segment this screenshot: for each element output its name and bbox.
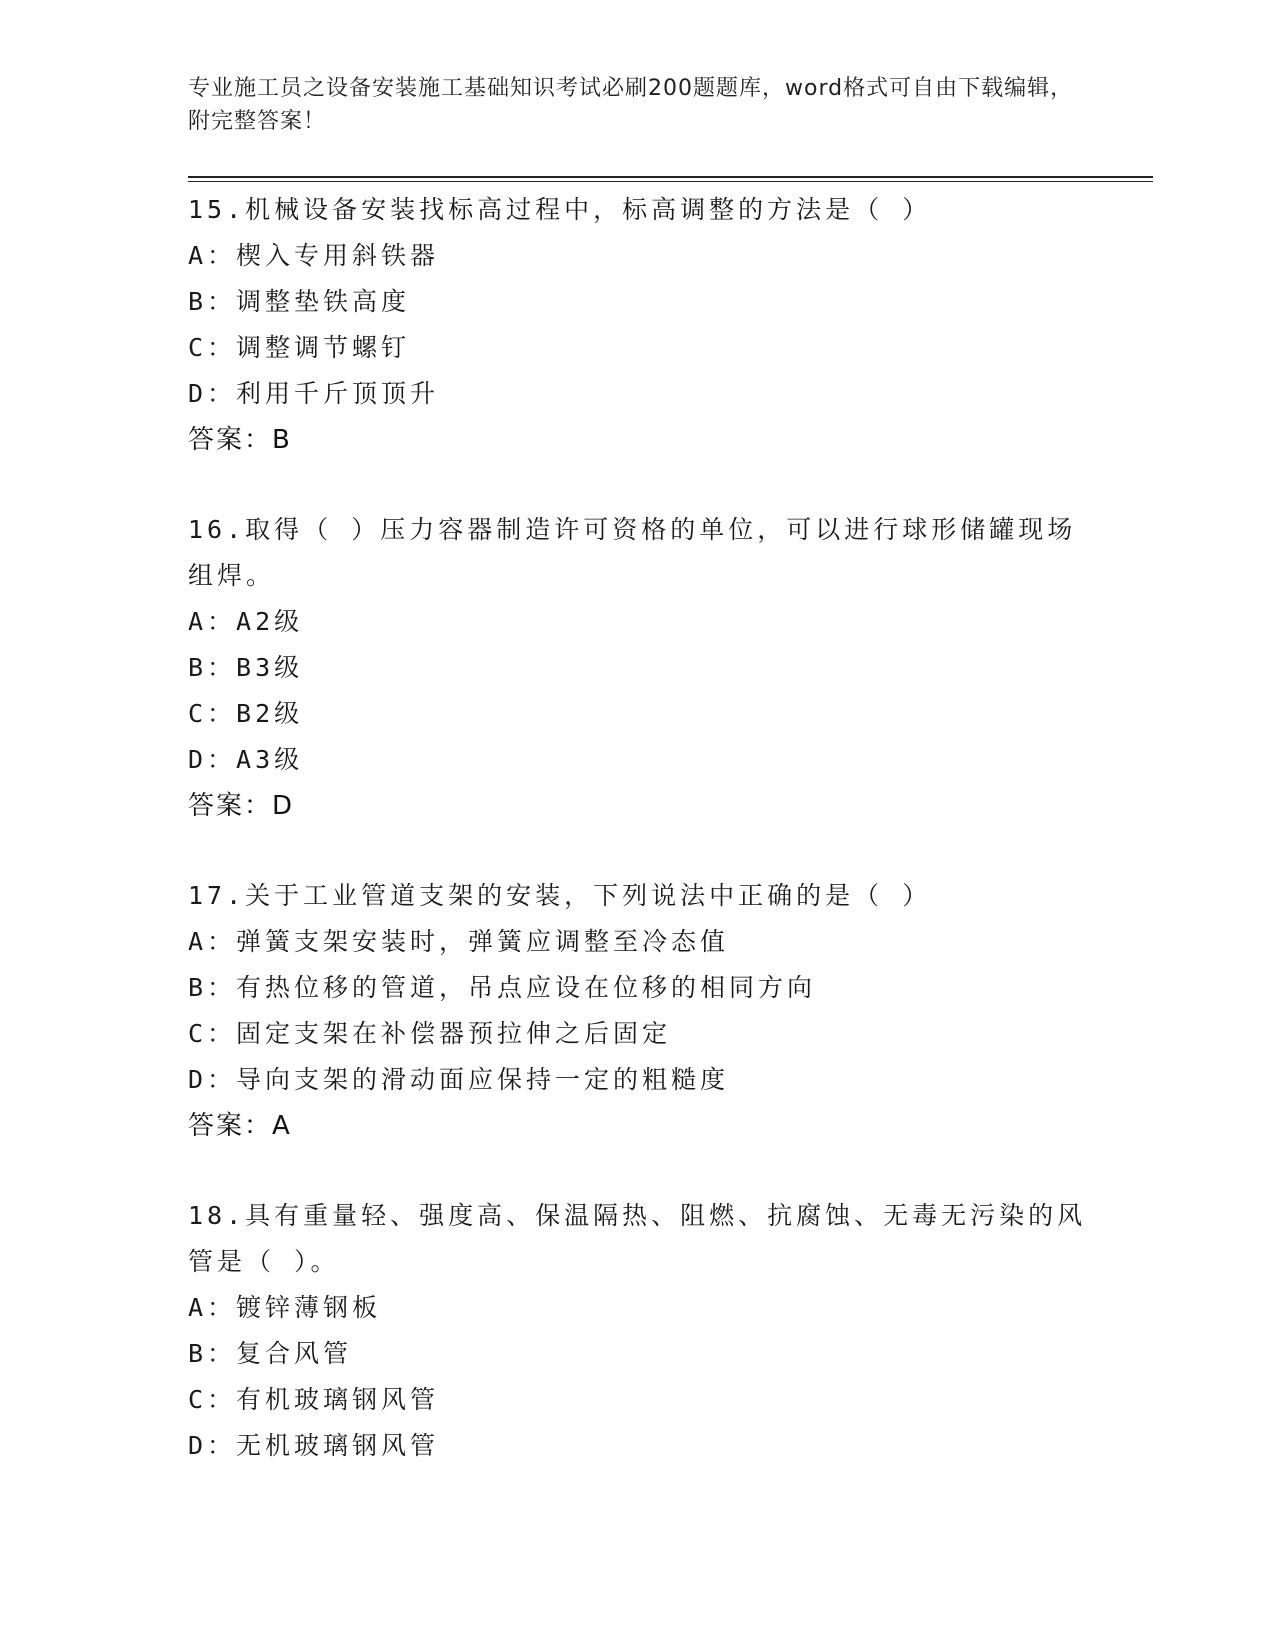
option-d: D：无机玻璃钢风管 [188, 1431, 440, 1460]
option-d: D：利用千斤顶顶升 [188, 379, 440, 408]
option-a: A：镀锌薄钢板 [188, 1293, 382, 1322]
question-list [188, 187, 1088, 1513]
option-c: C：调整调节螺钉 [188, 333, 411, 362]
option-b: B：B3级 [188, 653, 304, 682]
answer-line: 答案：D [188, 791, 295, 821]
option-c: C：固定支架在补偿器预拉伸之后固定 [188, 1019, 672, 1048]
question-stem: 15.机械设备安装找标高过程中，标高调整的方法是（ ） [188, 195, 932, 224]
question-stem: 18.具有重量轻、强度高、保温隔热、阻燃、抗腐蚀、无毒无污染的风管是（ ）。 [188, 1201, 1087, 1276]
option-a: A：A2级 [188, 607, 304, 636]
option-b: B：调整垫铁高度 [188, 287, 411, 316]
document-header: 专业施工员之设备安装施工基础知识考试必刷200题题库，word格式可自由下载编辑，附完整答案！ [188, 76, 1074, 134]
answer-line: 答案：A [188, 1111, 292, 1141]
header-divider-thin [188, 181, 1153, 182]
option-c: C：有机玻璃钢风管 [188, 1385, 440, 1414]
question-block-18 [188, 1193, 1088, 1469]
question-block-16 [188, 507, 1088, 829]
question-block-15 [188, 187, 1088, 463]
option-d: D：导向支架的滑动面应保持一定的粗糙度 [188, 1065, 730, 1094]
option-a: A：楔入专用斜铁器 [188, 241, 440, 270]
option-b: B：有热位移的管道，吊点应设在位移的相同方向 [188, 973, 817, 1002]
header-divider-thick [188, 176, 1153, 178]
option-c: C：B2级 [188, 699, 304, 728]
option-d: D：A3级 [188, 745, 304, 774]
question-block-17 [188, 873, 1088, 1149]
question-stem: 17.关于工业管道支架的安装，下列说法中正确的是（ ） [188, 881, 932, 910]
question-stem: 16.取得（ ）压力容器制造许可资格的单位，可以进行球形储罐现场组焊。 [188, 515, 1077, 590]
option-b: B：复合风管 [188, 1339, 353, 1368]
answer-line: 答案：B [188, 425, 292, 455]
option-a: A：弹簧支架安装时，弹簧应调整至冷态值 [188, 927, 730, 956]
